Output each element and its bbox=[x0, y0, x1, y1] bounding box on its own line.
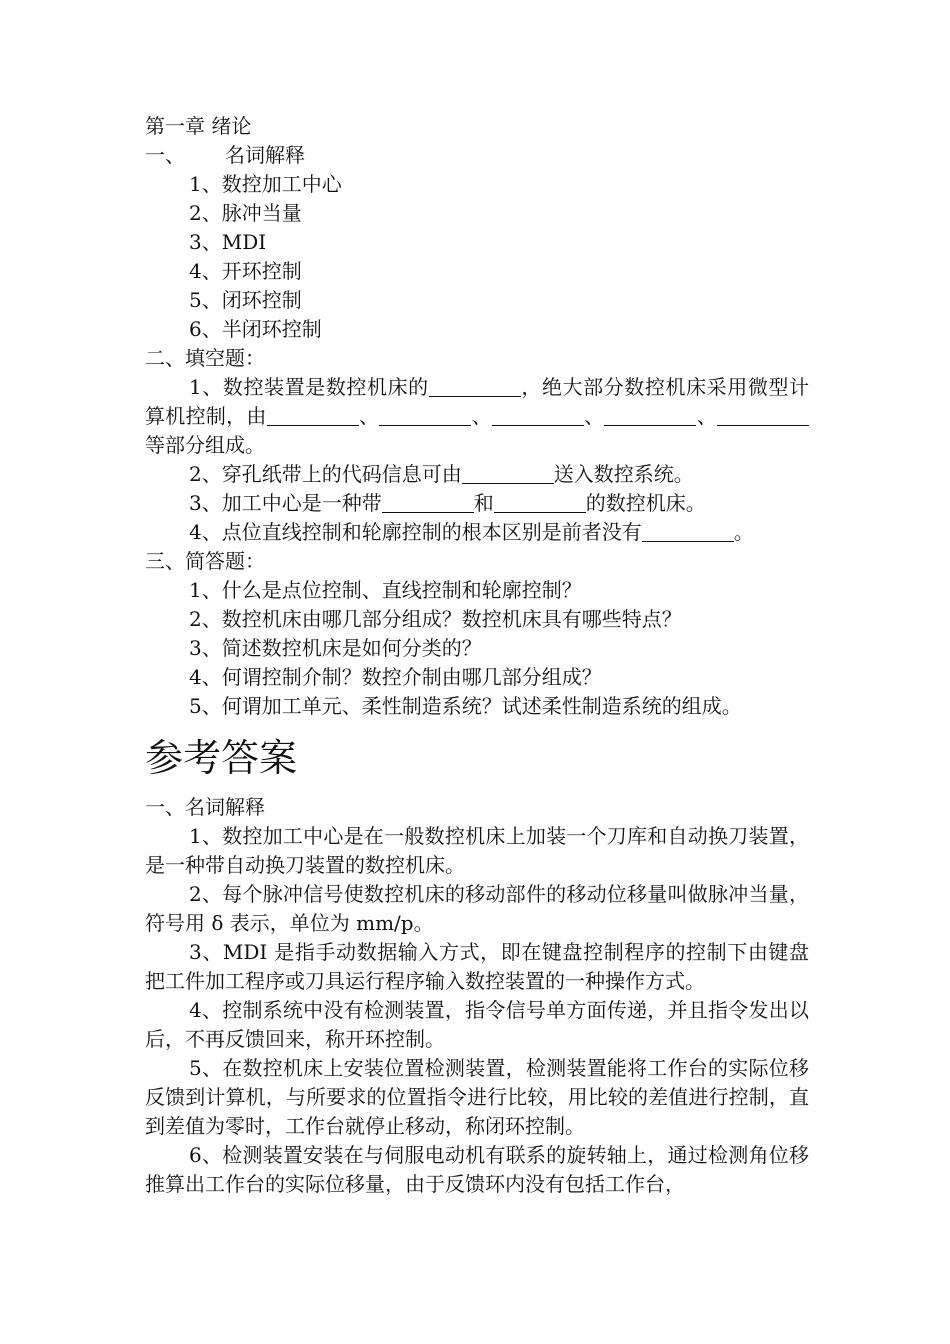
fill-question-2 bbox=[145, 460, 809, 489]
q1-sep: 、 bbox=[696, 404, 718, 428]
answer-blank bbox=[492, 405, 584, 426]
q4-text-b: 。 bbox=[733, 520, 754, 544]
term-item: 5、闭环控制 bbox=[189, 288, 302, 312]
answer-blank bbox=[604, 405, 696, 426]
answer-blank bbox=[494, 492, 586, 513]
q3-text-a: 3、加工中心是一种带 bbox=[189, 491, 382, 515]
answer-blank bbox=[382, 492, 474, 513]
answer-blank bbox=[267, 405, 359, 426]
answer-blank bbox=[717, 405, 809, 426]
q1-sep: 、 bbox=[358, 404, 380, 428]
q2-text-a: 2、穿孔纸带上的代码信息可由 bbox=[189, 462, 462, 486]
answers-title: 参考答案 bbox=[145, 736, 298, 780]
answer-paragraph: 6、检测装置安装在与伺服电动机有联系的旋转轴上，通过检测角位移推算出工作台的实际位移量，由于反馈环内没有包括工作台， bbox=[145, 1143, 809, 1196]
section1-number: 一、 bbox=[145, 143, 185, 167]
document-content bbox=[145, 112, 809, 1199]
q1-text-b: ，绝大部分数控机床采用微型计算机控制，由 bbox=[145, 375, 810, 428]
answer-paragraph: 3、MDI 是指手动数据输入方式，即在键盘控制程序的控制下由键盘把工件加工程序或刀具运行程序输入数控装置的一种操作方式。 bbox=[145, 940, 809, 993]
answer-blank bbox=[429, 376, 521, 397]
short-question: 1、什么是点位控制、直线控制和轮廓控制？ bbox=[189, 578, 582, 602]
q1-text-c: 等部分组成。 bbox=[145, 433, 265, 457]
answer-paragraph: 5、在数控机床上安装位置检测装置，检测装置能将工作台的实际位移反馈到计算机，与所要求的位置指令进行比较，用比较的差值进行控制，直到差值为零时，工作台就停止移动，称闭环控制。 bbox=[145, 1056, 809, 1138]
q1-sep: 、 bbox=[583, 404, 605, 428]
answer-paragraph: 1、数控加工中心是在一般数控机床上加装一个刀库和自动换刀装置，是一种带自动换刀装置的数控机床。 bbox=[145, 824, 809, 877]
section3-heading: 三、简答题： bbox=[145, 549, 265, 573]
answer-blank bbox=[642, 521, 734, 542]
section1-heading bbox=[145, 141, 809, 170]
term-item: 4、开环控制 bbox=[189, 259, 302, 283]
term-item: 3、MDI bbox=[189, 230, 267, 254]
chapter-title: 第一章 绪论 bbox=[145, 114, 252, 138]
fill-question-3 bbox=[145, 489, 809, 518]
q1-text-a: 1、数控装置是数控机床的 bbox=[189, 375, 429, 399]
answer-blank bbox=[462, 463, 554, 484]
short-question: 5、何谓加工单元、柔性制造系统？试述柔性制造系统的组成。 bbox=[189, 694, 742, 718]
short-question: 2、数控机床由哪几部分组成？数控机床具有哪些特点？ bbox=[189, 607, 682, 631]
term-item: 6、半闭环控制 bbox=[189, 317, 322, 341]
short-question: 4、何谓控制介制？数控介制由哪几部分组成？ bbox=[189, 665, 602, 689]
q4-text-a: 4、点位直线控制和轮廓控制的根本区别是前者没有 bbox=[189, 520, 642, 544]
section1-title: 名词解释 bbox=[225, 143, 305, 167]
answer-blank bbox=[379, 405, 471, 426]
short-question: 3、简述数控机床是如何分类的？ bbox=[189, 636, 482, 660]
answer-paragraph: 4、控制系统中没有检测装置，指令信号单方面传递，并且指令发出以后，不再反馈回来，称开环控制。 bbox=[145, 998, 809, 1051]
term-item: 1、数控加工中心 bbox=[189, 172, 342, 196]
q1-sep: 、 bbox=[471, 404, 492, 428]
q3-text-c: 的数控机床。 bbox=[585, 491, 706, 515]
q3-text-b: 和 bbox=[473, 491, 494, 515]
answers-section-heading: 一、名词解释 bbox=[145, 795, 265, 819]
section2-heading: 二、填空题： bbox=[145, 346, 265, 370]
term-item: 2、脉冲当量 bbox=[189, 201, 302, 225]
answer-paragraph: 2、每个脉冲信号使数控机床的移动部件的移动位移量叫做脉冲当量，符号用 δ 表示，单位为 mm/p。 bbox=[145, 882, 809, 935]
fill-question-1 bbox=[145, 373, 809, 460]
fill-question-4 bbox=[145, 518, 809, 547]
q2-text-b: 送入数控系统。 bbox=[553, 462, 694, 486]
